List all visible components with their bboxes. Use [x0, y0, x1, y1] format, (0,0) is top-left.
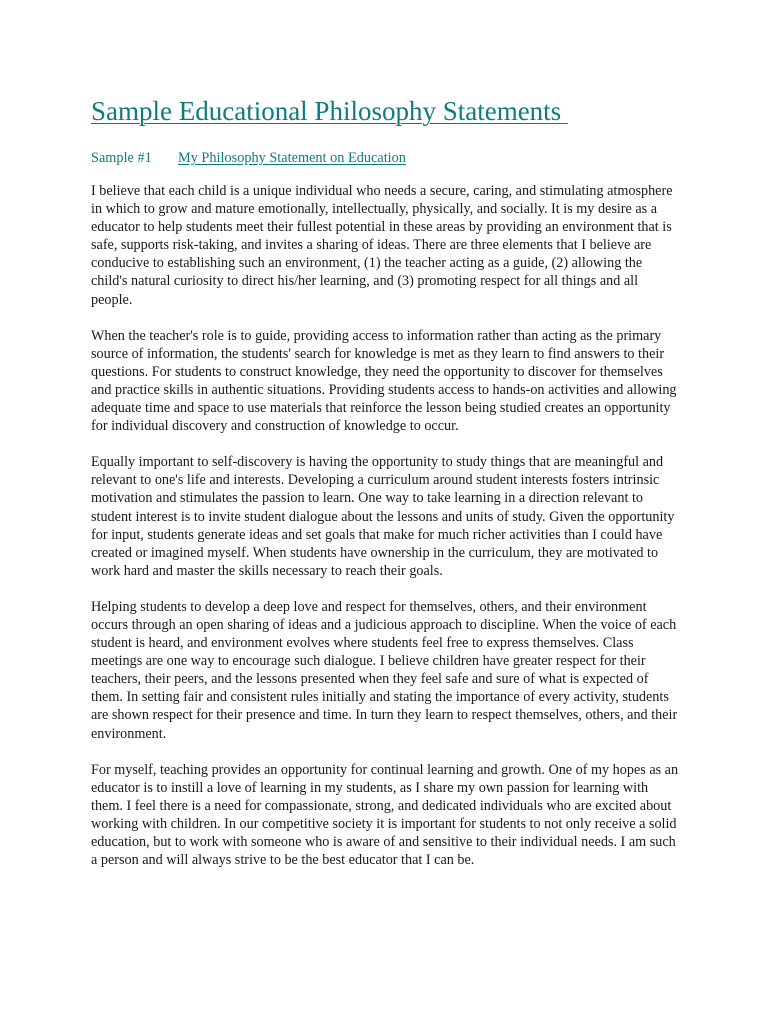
- sample-label: Sample #1: [91, 150, 152, 166]
- document-page: [91, 92, 681, 869]
- paragraph-5: For myself, teaching provides an opportunity for continual learning and growth. One of my hopes as an educator is to instill a love of learning in my students, as I share my own passion for learning with them. I feel there is a need for compassionate, strong, and dedicated individuals who are excited about working with children. In our competitive society it is important for students to not only receive a solid education, but to work with someone who is aware of and sensitive to their individual needs. I am such a person and will always strive to be the best educator that I can be.: [91, 761, 679, 869]
- sample-heading: My Philosophy Statement on Education: [178, 150, 406, 166]
- paragraph-4: Helping students to develop a deep love and respect for themselves, others, and their environment occurs through an open sharing of ideas and a judicious approach to discipline. When the voice of each student is heard, and environment evolves where students feel free to express themselves. Class meetings are one way to encourage such dialogue. I believe children have greater respect for their teachers, their peers, and the lessons presented when they feel safe and sure of what is expected of them. In setting fair and consistent rules initially and stating the importance of every activity, students are shown respect for their presence and time. In turn they learn to respect themselves, others, and their environment.: [91, 598, 678, 742]
- sample-header: [91, 148, 681, 168]
- paragraph-3: Equally important to self-discovery is having the opportunity to study things that are meaningful and relevant to one's life and interests. Developing a curriculum around student interests fosters intrinsic motivation and stimulates the passion to learn. One way to take learning in a direction relevant to student interest is to invite student dialogue about the lessons and units of study. Given the opportunity for input, students generate ideas and set goals that make for much richer activities than I could have created or imagined myself. When students have ownership in the curriculum, they are motivated to work hard and master the skills necessary to reach their goals.: [91, 454, 675, 579]
- paragraph-2: When the teacher's role is to guide, providing access to information rather than acting as the primary source of information, the students' search for knowledge is met as they learn to find answers to their questions. For students to construct knowledge, they need the opportunity to discover for themselves and practice skills in authentic situations. Providing students access to hands-on activities and allowing adequate time and space to use materials that reinforce the lesson being studied creates an opportunity for individual discovery and construction of knowledge to occur.: [91, 327, 677, 435]
- document-title: Sample Educational Philosophy Statements: [91, 96, 568, 126]
- paragraph-1: I believe that each child is a unique individual who needs a secure, caring, and stimulating atmosphere in which to grow and mature emotionally, intellectually, physically, and socially. It is my desire as a educator to help students meet their fullest potential in these areas by providing an environment that is safe, supports risk-taking, and invites a sharing of ideas. There are three elements that I believe are conducive to establishing such an environment, (1) the teacher acting as a guide, (2) allowing the child's natural curiosity to direct his/her learning, and (3) promoting respect for all things and all people.: [91, 183, 673, 308]
